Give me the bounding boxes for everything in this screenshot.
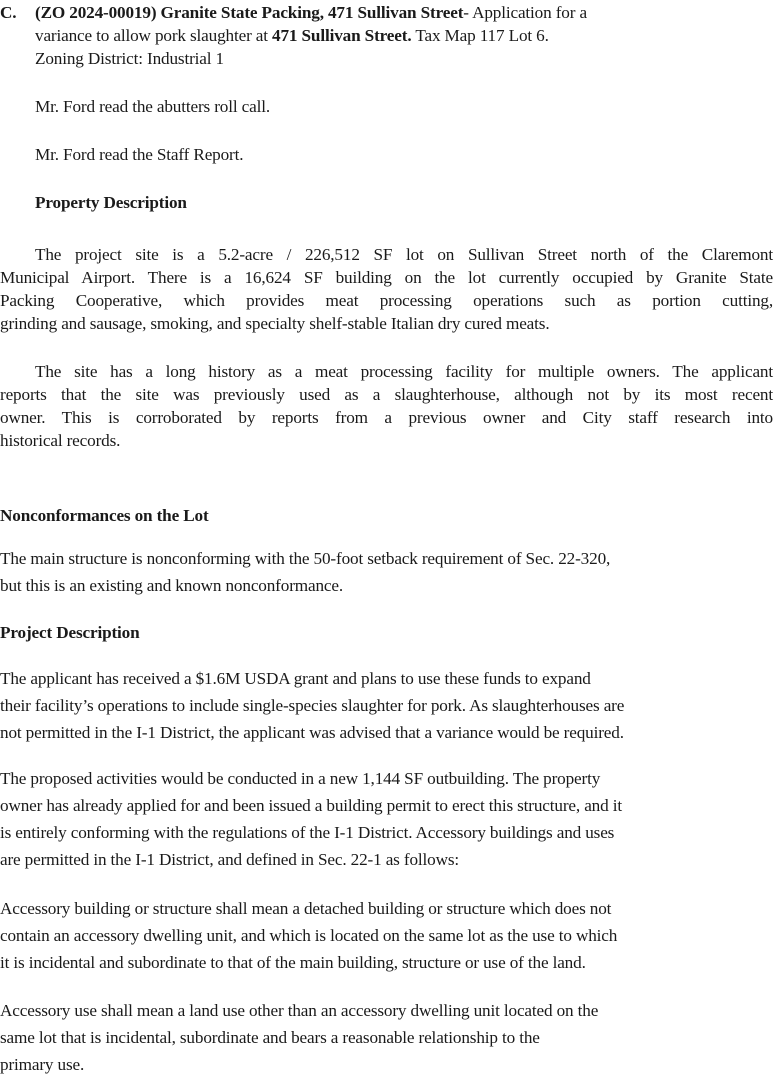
item-tax-map: Tax Map 117 Lot 6. <box>411 26 549 45</box>
property-p1-line: grinding and sausage, smoking, and specialty shelf-stable Italian dry cured meats. <box>0 314 550 333</box>
minutes-abutters: Mr. Ford read the abutters roll call. <box>35 97 271 116</box>
zoning-district: Zoning District: Industrial 1 <box>35 49 224 68</box>
nonconformances-line: The main structure is nonconforming with the 50-foot setback requirement of Sec. 22-320, <box>0 549 611 568</box>
minutes-staff-report: Mr. Ford read the Staff Report. <box>35 145 244 164</box>
heading-nonconformances: Nonconformances on the Lot <box>0 506 209 525</box>
project-p1-line: their facility’s operations to include single-species slaughter for pork. As slaughterhouses are <box>0 696 625 715</box>
item-title-line-2 <box>35 25 549 47</box>
property-p2-line: owner. This is corroborated by reports from a previous owner and City staff research into <box>0 408 773 427</box>
heading-property-description: Property Description <box>35 193 187 212</box>
project-p1-line: The applicant has received a $1.6M USDA grant and plans to use these funds to expand <box>0 669 591 688</box>
accessory-building-definition-line: contain an accessory dwelling unit, and which is located on the same lot as the use to which <box>0 926 618 945</box>
project-p2-line: is entirely conforming with the regulations of the I-1 District. Accessory buildings and uses <box>0 823 615 842</box>
heading-project-description: Project Description <box>0 623 140 642</box>
case-number: (ZO 2024-00019) Granite State Packing, 471 Sullivan Street <box>35 3 464 22</box>
item-letter: C. <box>0 3 17 22</box>
property-p2-line: The site has a long history as a meat processing facility for multiple owners. The applicant <box>35 362 773 381</box>
accessory-building-definition-line: Accessory building or structure shall mean a detached building or structure which does not <box>0 899 612 918</box>
property-p2-line: historical records. <box>0 431 121 450</box>
property-p1-line: Packing Cooperative, which provides meat processing operations such as portion cutting, <box>0 291 773 310</box>
project-p2-line: owner has already applied for and been issued a building permit to erect this structure, and it <box>0 796 622 815</box>
property-p1-line: The project site is a 5.2-acre / 226,512 SF lot on Sullivan Street north of the Claremont <box>35 245 773 264</box>
item-title-line-1 <box>35 2 587 24</box>
item-title-rest: - Application for a <box>463 3 587 22</box>
item-address: 471 Sullivan Street. <box>272 26 412 45</box>
property-p1-line: Municipal Airport. There is a 16,624 SF building on the lot currently occupied by Granite State <box>0 268 773 287</box>
accessory-use-definition-line: same lot that is incidental, subordinate and bears a reasonable relationship to the <box>0 1028 540 1047</box>
project-p1-line: not permitted in the I-1 District, the applicant was advised that a variance would be required. <box>0 723 624 742</box>
project-p2-line: The proposed activities would be conducted in a new 1,144 SF outbuilding. The property <box>0 769 601 788</box>
item-line2-text: variance to allow pork slaughter at <box>35 26 273 45</box>
accessory-use-definition-line: primary use. <box>0 1055 85 1074</box>
project-p2-line: are permitted in the I-1 District, and defined in Sec. 22-1 as follows: <box>0 850 460 869</box>
nonconformances-line: but this is an existing and known nonconformance. <box>0 576 344 595</box>
property-p2-line: reports that the site was previously used as a slaughterhouse, although not by its most recent <box>0 385 773 404</box>
accessory-building-definition-line: it is incidental and subordinate to that of the main building, structure or use of the land. <box>0 953 586 972</box>
accessory-use-definition-line: Accessory use shall mean a land use other than an accessory dwelling unit located on the <box>0 1001 599 1020</box>
